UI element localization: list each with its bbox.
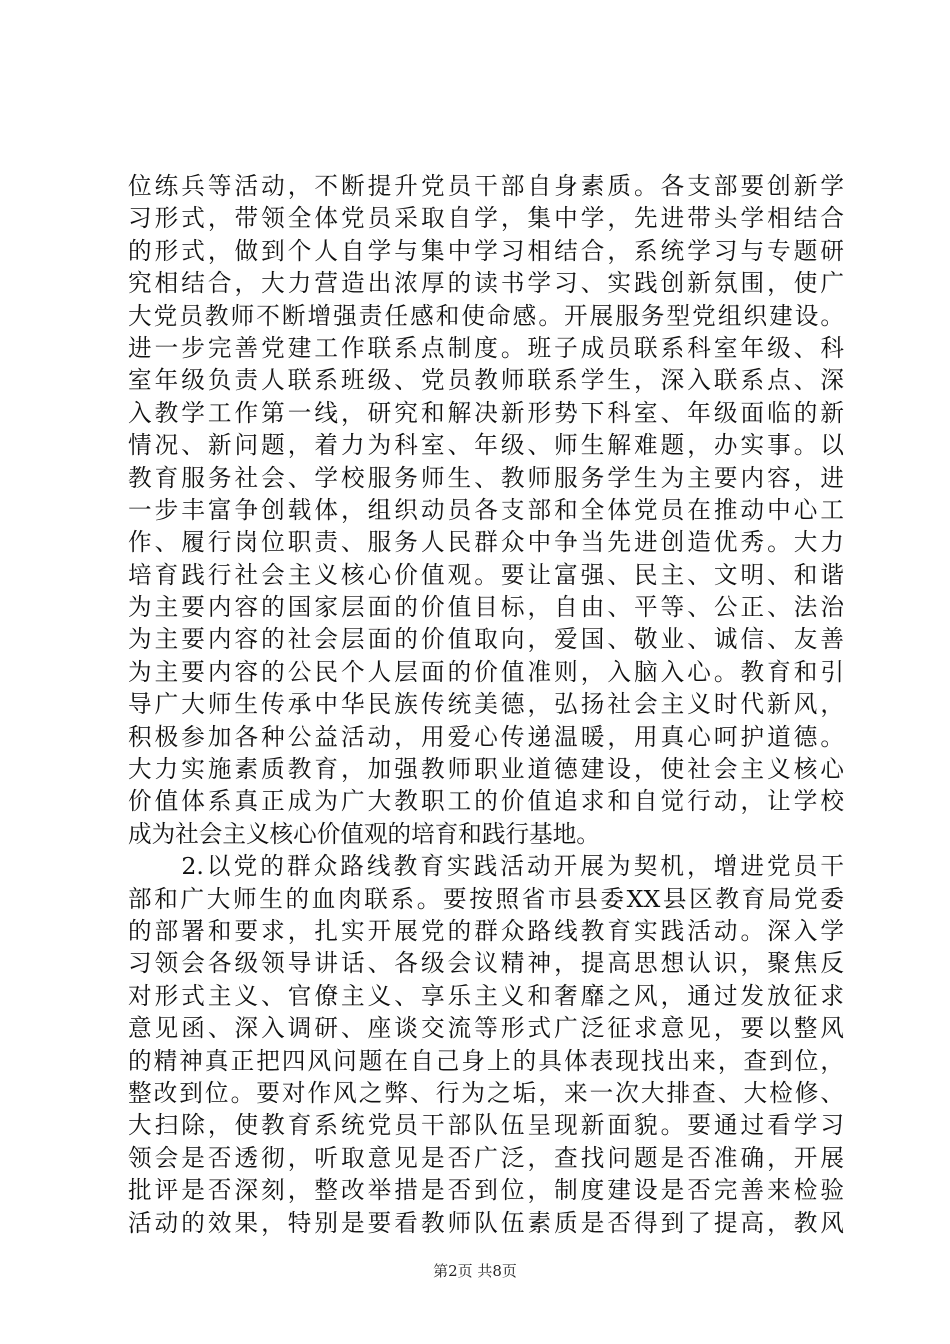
text-line: 室年级负责人联系班级、党员教师联系学生，深入联系点、深 (128, 366, 844, 395)
text-line: 为主要内容的国家层面的价值目标，自由、平等、公正、法治 (128, 593, 844, 622)
text-line: 大扫除，使教育系统党员干部队伍呈现新面貌。要通过看学习 (128, 1111, 844, 1140)
text-line: 导广大师生传承中华民族传统美德，弘扬社会主义时代新风， (128, 690, 844, 719)
text-line: 2.以党的群众路线教育实践活动开展为契机，增进党员干 (128, 852, 844, 881)
text-line: 为主要内容的公民个人层面的价值准则，入脑入心。教育和引 (128, 657, 844, 686)
text-line: 大党员教师不断增强责任感和使命感。开展服务型党组织建设。 (128, 301, 844, 330)
text-line: 意见函、深入调研、座谈交流等形式广泛征求意见，要以整风 (128, 1014, 844, 1043)
text-line: 的部署和要求，扎实开展党的群众路线教育实践活动。深入学 (128, 916, 844, 945)
text-line: 积极参加各种公益活动，用爱心传递温暖，用真心呵护道德。 (128, 722, 844, 751)
text-line: 的形式，做到个人自学与集中学习相结合，系统学习与专题研 (128, 236, 844, 265)
text-line: 成为社会主义核心价值观的培育和践行基地。 (128, 819, 600, 848)
text-line: 习形式，带领全体党员采取自学，集中学，先进带头学相结合 (128, 204, 844, 233)
text-line: 教育服务社会、学校服务师生、教师服务学生为主要内容，进 (128, 463, 844, 492)
text-line: 对形式主义、官僚主义、享乐主义和奢靡之风，通过发放征求 (128, 981, 844, 1010)
text-line: 习领会各级领导讲话、各级会议精神，提高思想认识，聚焦反 (128, 949, 844, 978)
text-line: 活动的效果，特别是要看教师队伍素质是否得到了提高，教风 (128, 1208, 844, 1237)
text-line: 大力实施素质教育，加强教师职业道德建设，使社会主义核心 (128, 755, 844, 784)
text-line: 进一步完善党建工作联系点制度。班子成员联系科室年级、科 (128, 333, 844, 362)
text-line: 培育践行社会主义核心价值观。要让富强、民主、文明、和谐 (128, 560, 844, 589)
text-line: 价值体系真正成为广大教职工的价值追求和自觉行动，让学校 (128, 787, 844, 816)
text-line: 位练兵等活动，不断提升党员干部自身素质。各支部要创新学 (128, 172, 844, 200)
text-line: 一步丰富争创载体，组织动员各支部和全体党员在推动中心工 (128, 495, 844, 524)
text-line: 究相结合，大力营造出浓厚的读书学习、实践创新氛围，使广 (128, 269, 844, 298)
text-line: 领会是否透彻，听取意见是否广泛，查找问题是否准确，开展 (128, 1143, 844, 1172)
text-line: 入教学工作第一线，研究和解决新形势下科室、年级面临的新 (128, 398, 844, 427)
page-footer: 第2页 共8页 (433, 1262, 517, 1280)
text-line: 的精神真正把四风问题在自己身上的具体表现找出来，查到位， (128, 1046, 844, 1075)
text-line: 为主要内容的社会层面的价值取向，爱国、敬业、诚信、友善 (128, 625, 844, 654)
document-body (128, 170, 844, 1239)
text-line: 作、履行岗位职责、服务人民群众中争当先进创造优秀。大力 (128, 528, 844, 557)
text-line: 整改到位。要对作风之弊、行为之垢，来一次大排查、大检修、 (128, 1078, 844, 1107)
text-line: 部和广大师生的血肉联系。要按照省市县委XX县区教育局党委 (128, 884, 844, 913)
text-line: 情况、新问题，着力为科室、年级、师生解难题，办实事。以 (128, 431, 844, 460)
text-line: 批评是否深刻，整改举措是否到位，制度建设是否完善来检验 (128, 1176, 844, 1205)
